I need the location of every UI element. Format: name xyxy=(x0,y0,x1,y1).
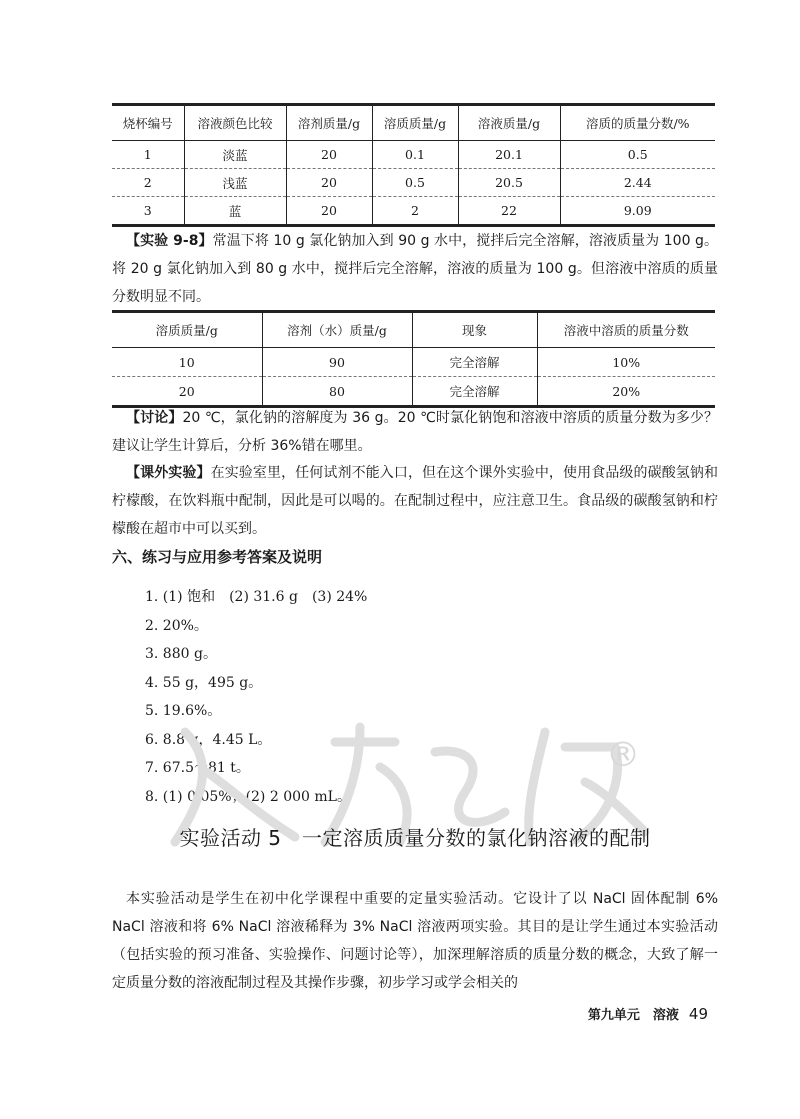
table-cell: 10% xyxy=(537,348,715,377)
table-cell: 0.5 xyxy=(372,169,458,197)
table-cell: 完全溶解 xyxy=(412,377,537,407)
table-cell: 2 xyxy=(372,197,458,226)
column-header: 溶剂（水）质量/g xyxy=(262,312,412,348)
table-cell: 22 xyxy=(458,197,560,226)
table-cell: 蓝 xyxy=(184,197,286,226)
table-row xyxy=(112,141,715,169)
list-item: 3. 880 g。 xyxy=(145,646,217,662)
table-cell: 0.1 xyxy=(372,141,458,169)
outside-experiment-tag: 【课外实验】 xyxy=(126,465,211,481)
column-header: 溶质质量/g xyxy=(112,312,262,348)
column-header: 溶剂质量/g xyxy=(286,105,372,141)
experiment-paragraph xyxy=(112,227,718,311)
column-header: 溶液质量/g xyxy=(458,105,560,141)
list-item: 5. 19.6%。 xyxy=(145,703,222,719)
table-row xyxy=(112,377,715,407)
table-cell: 20.5 xyxy=(458,169,560,197)
table-cell: 20.1 xyxy=(458,141,560,169)
experiment-text: 常温下将 10 g 氯化钠加入到 90 g 水中，搅拌后完全溶解，溶液质量为 100 g。将 20 g 氯化钠加入到 80 g 水中，搅拌后完全溶解，溶液的质量为 100 g。但溶液中溶质的质量分数明显不同。 xyxy=(112,233,718,305)
table-header-row xyxy=(112,312,715,348)
list-item: 4. 55 g，495 g。 xyxy=(145,674,263,691)
activity-title: 实验活动 5 一定溶质质量分数的氯化钠溶液的配制 xyxy=(179,826,651,850)
page-footer xyxy=(588,1004,708,1023)
discussion-text: 20 ℃，氯化钠的溶解度为 36 g。20 ℃时氯化钠饱和溶液中溶质的质量分数为多少？建议让学生计算后，分析 36%错在哪里。 xyxy=(112,410,719,454)
discussion-tag: 【讨论】 xyxy=(126,410,183,426)
table-cell: 完全溶解 xyxy=(412,348,537,377)
registered-mark-icon: ® xyxy=(606,735,640,775)
column-header: 烧杯编号 xyxy=(112,105,184,141)
table-cell: 20 xyxy=(286,197,372,226)
table-cell: 9.09 xyxy=(560,197,715,226)
table-cell: 10 xyxy=(112,348,262,377)
solution-fraction-table xyxy=(112,310,715,408)
table-row xyxy=(112,348,715,377)
list-item: 7. 67.5～81 t。 xyxy=(145,760,250,776)
list-item: 8. (1) 0.05%；(2) 2 000 mL。 xyxy=(145,788,351,805)
table-header-row xyxy=(112,105,715,141)
table-cell: 20 xyxy=(286,141,372,169)
list-item: 1. (1) 饱和 (2) 31.6 g (3) 24% xyxy=(145,589,368,605)
column-header: 溶质质量/g xyxy=(372,105,458,141)
table-row xyxy=(112,169,715,197)
section-heading: 六、练习与应用参考答案及说明 xyxy=(112,548,323,566)
outside-experiment-text: 在实验室里，任何试剂不能入口，但在这个课外实验中，使用食品级的碳酸氢钠和柠檬酸，在饮料瓶中配制，因此是可以喝的。在配制过程中，应注意卫生。食品级的碳酸氢钠和柠檬酸在超市中可以买到。 xyxy=(112,465,719,537)
table-cell: 2 xyxy=(112,169,184,197)
column-header: 溶液颜色比较 xyxy=(184,105,286,141)
footer-section: 第九单元 溶液 xyxy=(587,1008,679,1023)
table-cell: 20 xyxy=(286,169,372,197)
column-header: 现象 xyxy=(412,312,537,348)
column-header: 溶质的质量分数/% xyxy=(560,105,715,141)
table-cell: 2.44 xyxy=(560,169,715,197)
experiment-tag: 【实验 9-8】 xyxy=(126,233,213,249)
table-row xyxy=(112,197,715,226)
list-item: 2. 20%。 xyxy=(145,617,208,634)
table-cell: 90 xyxy=(262,348,412,377)
discussion-paragraph xyxy=(112,404,718,460)
table-cell: 1 xyxy=(112,141,184,169)
table-cell: 20 xyxy=(112,377,262,407)
outside-experiment-paragraph xyxy=(112,459,718,543)
answer-list xyxy=(145,583,367,811)
activity-intro-paragraph: 本实验活动是学生在初中化学课程中重要的定量实验活动。它设计了以 NaCl 固体配制 6% NaCl 溶液和将 6% NaCl 溶液稀释为 3% NaCl 溶液两项实验。其目的是让学生通过本实验活动（包括实验的预习准备、实验操作、问题讨论等），加深理解溶质的质量分数的概念，大致了解一定质量分数的溶液配制过程及其操作步骤，初步学习或学会相关的 xyxy=(112,891,718,991)
table-cell: 80 xyxy=(262,377,412,407)
table-cell: 20% xyxy=(537,377,715,407)
table-cell: 0.5 xyxy=(560,141,715,169)
table-cell: 浅蓝 xyxy=(184,169,286,197)
table-cell: 淡蓝 xyxy=(184,141,286,169)
list-item: 6. 8.8 g，4.45 L。 xyxy=(145,731,272,748)
table-cell: 3 xyxy=(112,197,184,226)
column-header: 溶液中溶质的质量分数 xyxy=(537,312,715,348)
beaker-comparison-table xyxy=(112,103,715,227)
page-number: 49 xyxy=(688,1005,708,1023)
